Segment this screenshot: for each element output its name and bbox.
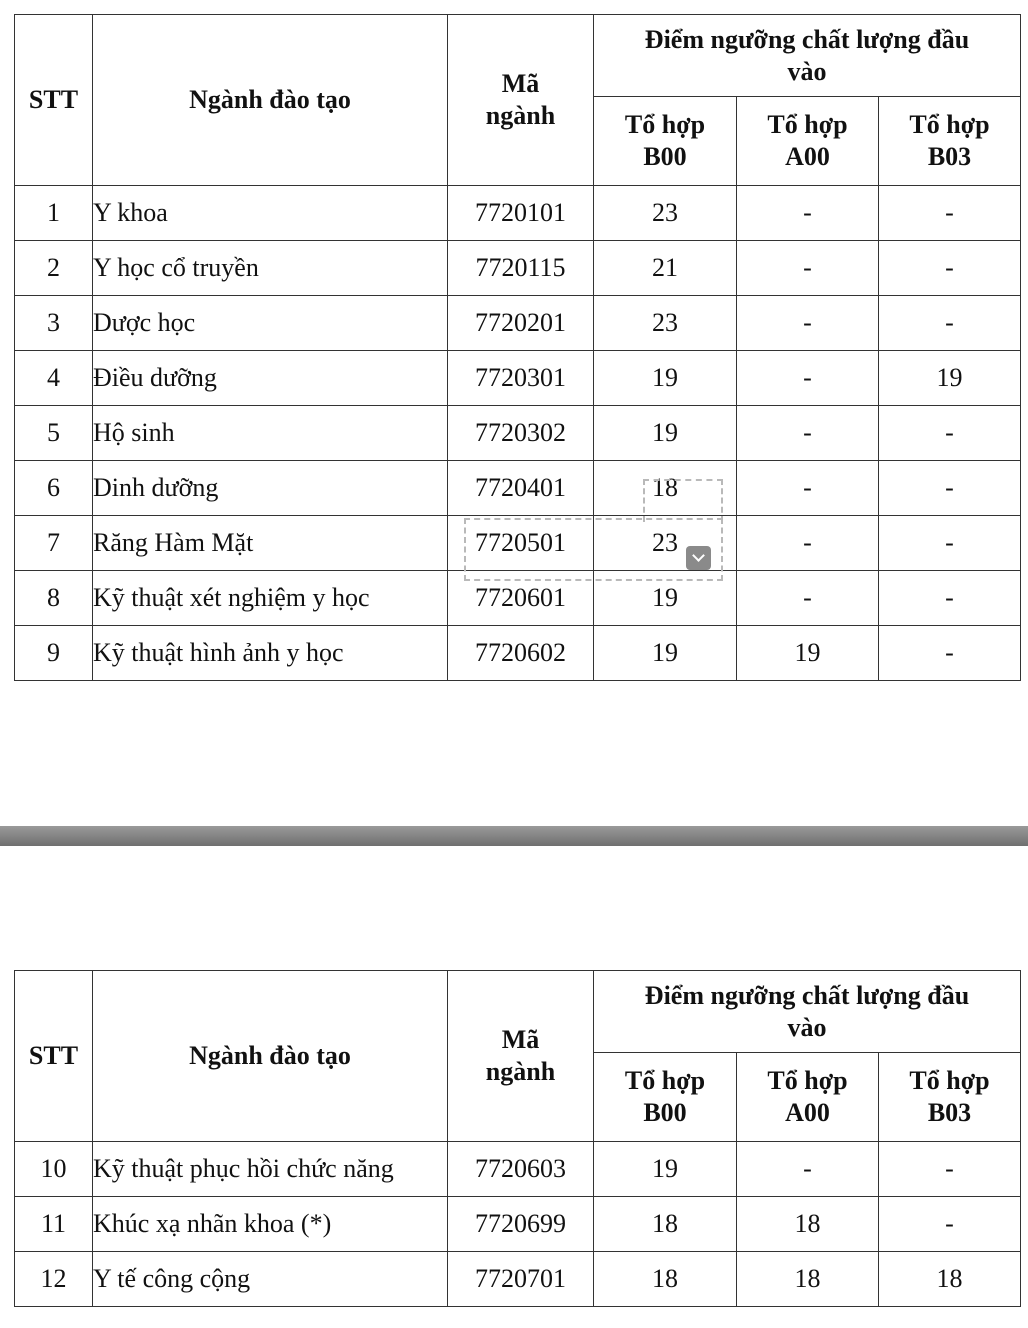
cell-b00: 19 [594, 1142, 737, 1197]
cell-ma-nganh: 7720115 [448, 241, 594, 296]
cell-ma-nganh: 7720201 [448, 296, 594, 351]
header-nganh: Ngành đào tạo [93, 971, 448, 1142]
cell-b00: 19 [594, 626, 737, 681]
cell-b00: 19 [594, 351, 737, 406]
header-b03: Tổ hợp B03 [879, 1053, 1021, 1142]
cell-stt: 7 [15, 516, 93, 571]
cell-b00: 19 [594, 406, 737, 461]
cell-b00: 23 [594, 296, 737, 351]
cell-b03: - [879, 406, 1021, 461]
cell-ma-nganh: 7720401 [448, 461, 594, 516]
cell-nganh: Kỹ thuật hình ảnh y học [93, 626, 448, 681]
header-a00: Tổ hợp A00 [737, 1053, 879, 1142]
cell-a00: 19 [737, 626, 879, 681]
cell-b03: - [879, 1142, 1021, 1197]
cell-b03: - [879, 296, 1021, 351]
table-row [15, 241, 1021, 296]
cell-a00: 18 [737, 1252, 879, 1307]
table-row [15, 406, 1021, 461]
cell-b00: 21 [594, 241, 737, 296]
cell-b03: 18 [879, 1252, 1021, 1307]
table-row [15, 296, 1021, 351]
cell-nganh: Kỹ thuật phục hồi chức năng [93, 1142, 448, 1197]
cell-stt: 4 [15, 351, 93, 406]
cell-stt: 3 [15, 296, 93, 351]
page-separator [0, 826, 1028, 846]
cell-b00: 18 [594, 461, 737, 516]
cell-nganh: Hộ sinh [93, 406, 448, 461]
header-diem-nguong: Điểm ngưỡng chất lượng đầu vào [594, 971, 1021, 1053]
header-a00: Tổ hợp A00 [737, 97, 879, 186]
cell-a00: - [737, 296, 879, 351]
admission-table-1 [14, 14, 1021, 681]
header-nganh: Ngành đào tạo [93, 15, 448, 186]
cell-a00: - [737, 571, 879, 626]
table-row [15, 1252, 1021, 1307]
cell-b03: - [879, 461, 1021, 516]
table-row [15, 626, 1021, 681]
cell-ma-nganh: 7720501 [448, 516, 594, 571]
cell-stt: 1 [15, 186, 93, 241]
table-row [15, 461, 1021, 516]
admission-table-2 [14, 970, 1021, 1307]
cell-ma-nganh: 7720302 [448, 406, 594, 461]
cell-nganh: Răng Hàm Mặt [93, 516, 448, 571]
header-ma-nganh: Mã ngành [448, 971, 594, 1142]
cell-b00: 23 [594, 186, 737, 241]
header-ma-nganh: Mã ngành [448, 15, 594, 186]
cell-a00: - [737, 406, 879, 461]
cell-ma-nganh: 7720601 [448, 571, 594, 626]
cell-nganh: Dược học [93, 296, 448, 351]
cell-nganh: Y học cổ truyền [93, 241, 448, 296]
cell-ma-nganh: 7720701 [448, 1252, 594, 1307]
table-row [15, 351, 1021, 406]
cell-stt: 12 [15, 1252, 93, 1307]
cell-stt: 6 [15, 461, 93, 516]
cell-nganh: Y tế công cộng [93, 1252, 448, 1307]
cell-ma-nganh: 7720101 [448, 186, 594, 241]
cell-b03: - [879, 626, 1021, 681]
cell-a00: - [737, 1142, 879, 1197]
cell-b03: - [879, 241, 1021, 296]
cell-stt: 9 [15, 626, 93, 681]
cell-b03: 19 [879, 351, 1021, 406]
table-row [15, 571, 1021, 626]
cell-stt: 5 [15, 406, 93, 461]
header-b00: Tổ hợp B00 [594, 1053, 737, 1142]
cell-b00: 18 [594, 1252, 737, 1307]
cell-b00: 18 [594, 1197, 737, 1252]
header-stt: STT [15, 15, 93, 186]
cell-stt: 11 [15, 1197, 93, 1252]
header-stt: STT [15, 971, 93, 1142]
cell-ma-nganh: 7720603 [448, 1142, 594, 1197]
cell-stt: 8 [15, 571, 93, 626]
cell-nganh: Y khoa [93, 186, 448, 241]
cell-a00: - [737, 186, 879, 241]
table-row [15, 186, 1021, 241]
header-diem-nguong: Điểm ngưỡng chất lượng đầu vào [594, 15, 1021, 97]
table-row [15, 1197, 1021, 1252]
header-b00: Tổ hợp B00 [594, 97, 737, 186]
cell-nganh: Khúc xạ nhãn khoa (*) [93, 1197, 448, 1252]
cell-nganh: Kỹ thuật xét nghiệm y học [93, 571, 448, 626]
header-b03: Tổ hợp B03 [879, 97, 1021, 186]
cell-b00: 19 [594, 571, 737, 626]
cell-a00: 18 [737, 1197, 879, 1252]
cell-a00: - [737, 516, 879, 571]
table-row [15, 516, 1021, 571]
cell-ma-nganh: 7720602 [448, 626, 594, 681]
cell-ma-nganh: 7720699 [448, 1197, 594, 1252]
cell-stt: 10 [15, 1142, 93, 1197]
cell-b03: - [879, 516, 1021, 571]
cell-a00: - [737, 461, 879, 516]
cell-ma-nganh: 7720301 [448, 351, 594, 406]
cell-nganh: Điều dưỡng [93, 351, 448, 406]
cell-b00: 23 [594, 516, 737, 571]
cell-b03: - [879, 186, 1021, 241]
cell-b03: - [879, 1197, 1021, 1252]
cell-stt: 2 [15, 241, 93, 296]
cell-nganh: Dinh dưỡng [93, 461, 448, 516]
cell-a00: - [737, 351, 879, 406]
chevron-down-icon[interactable] [686, 546, 711, 570]
cell-a00: - [737, 241, 879, 296]
cell-b03: - [879, 571, 1021, 626]
table-row [15, 1142, 1021, 1197]
